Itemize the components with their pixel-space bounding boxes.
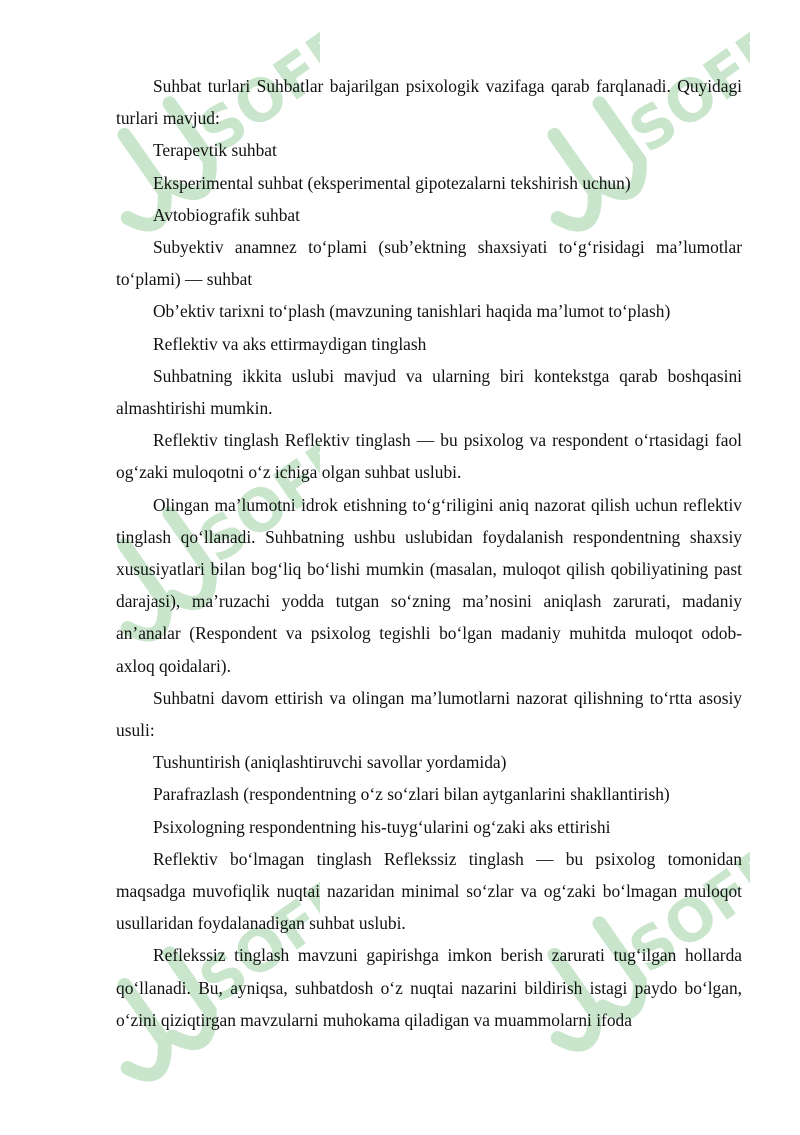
list-item: Avtobiografik suhbat (153, 204, 300, 225)
paragraph: Reflektiv tinglash Reflektiv tinglash — bu psixolog va respondent o‘rtasidagi faol og‘zaki muloqotni o‘z ichiga olgan suhbat uslubi. (116, 430, 742, 483)
svg-text:SOFF: SOFF (616, 840, 750, 987)
list-item: Tushuntirish (aniqlashtiruvchi savollar yordamida) (153, 752, 507, 773)
paragraph: Suhbat turlari Suhbatlar bajarilgan psixologik vazifaga qarab farqlanadi. Quyidagi turlari mavjud: (116, 76, 742, 129)
paragraph: Reflekssiz tinglash mavzuni gapirishga imkon berish zarurati tug‘ilgan hollarda qo‘llanadi. Bu, ayniqsa, suhbatdosh o‘z nuqtai nazarini bildirish istagi paydo bo‘lgan, o‘zini qiziqtirgan mavzularni muhokama qiladigan va muammolarni ifoda (116, 945, 742, 1030)
document-body (116, 70, 742, 1036)
paragraph: Olingan ma’lumotni idrok etishning to‘g‘riligini aniq nazorat qilish uchun reflektiv tinglash qo‘llanadi. Suhbatning ushbu uslubidan foydalanish respondentning shaxsiy xususiyatlari bilan bog‘liq bo‘lishi mumkin (masalan, muloqot qilish qobiliyatining past darajasi), ma’ruzachi yodda tutgan so‘zning ma’nosini aniqlash zarurati, madaniy an’analar (Respondent va psixolog tegishli bo‘lgan madaniy muhitda muloqot odob-axloq qoidalari). (116, 494, 742, 676)
paragraph: Suhbatning ikkita uslubi mavjud va ularning biri kontekstga qarab boshqasini almashtirishi mumkin. (116, 365, 742, 419)
list-item: Parafrazlash (respondentning o‘z so‘zlari bilan aytganlarini shakllantirish) (153, 784, 670, 805)
section-heading: Reflektiv va aks ettirmaydigan tinglash (153, 333, 427, 354)
list-item: Psixologning respondentning his-tuyg‘ularini og‘zaki aks ettirishi (153, 816, 611, 837)
paragraph: Reflektiv bo‘lmagan tinglash Reflekssiz tinglash — bu psixolog tomonidan maqsadga muvofiqlik nuqtai nazaridan minimal so‘zlar va og‘zaki bo‘lmagan muloqot usullaridan foydalanadigan suhbat uslubi. (116, 848, 742, 934)
list-item: Eksperimental suhbat (eksperimental gipotezalarni tekshirish uchun) (153, 172, 631, 193)
svg-text:SOFF: SOFF (186, 20, 320, 167)
list-item: Subyektiv anamnez to‘plami (sub’ektning shaxsiyati to‘g‘risidagi ma’lumotlar to‘plami) — suhbat (116, 237, 742, 290)
list-item: Terapevtik suhbat (153, 140, 277, 161)
svg-text:SOFF: SOFF (186, 870, 320, 1017)
svg-text:SOFF: SOFF (186, 430, 320, 577)
svg-text:SOFF: SOFF (616, 20, 750, 167)
list-item: Ob’ektiv tarixni to‘plash (mavzuning tanishlari haqida ma’lumot to‘plash) (153, 301, 671, 322)
paragraph: Suhbatni davom ettirish va olingan ma’lumotlarni nazorat qilishning to‘rtta asosiy usuli: (116, 687, 742, 741)
